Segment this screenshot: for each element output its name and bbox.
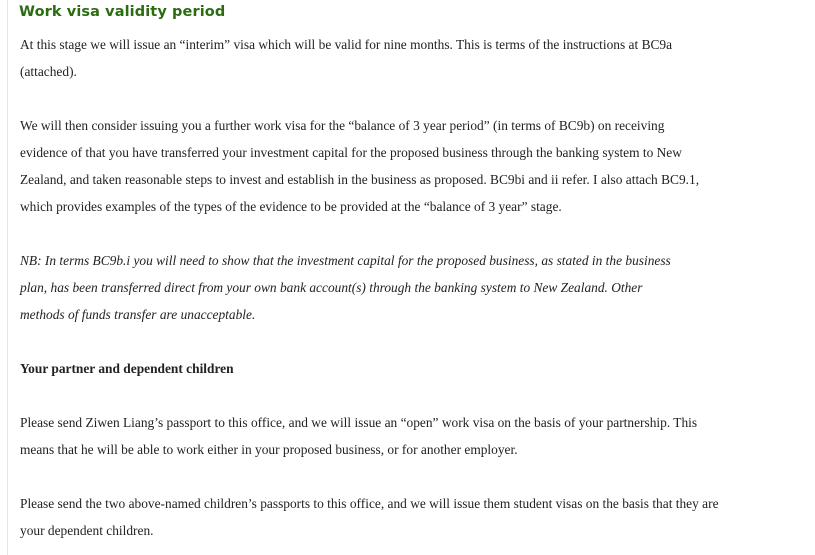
paragraph-line: means that he will be able to work either in your proposed business, or for another employer.: [20, 442, 518, 457]
paragraph-line: Please send Ziwen Liang’s passport to this office, and we will issue an “open” work visa on the basis of your partnership. This: [20, 415, 698, 430]
children-visa-paragraph: [20, 490, 719, 544]
paragraph-line: At this stage we will issue an “interim” visa which will be valid for nine months. This is terms of the instructions at BC9a: [20, 37, 673, 52]
section-title: Work visa validity period: [19, 4, 226, 20]
partner-visa-paragraph: [20, 409, 697, 463]
partner-children-heading: Your partner and dependent children: [20, 361, 234, 376]
paragraph-line: plan, has been transferred direct from your own bank account(s) through the banking system to New Zealand. Other: [20, 280, 643, 295]
paragraph-line: which provides examples of the types of the evidence to be provided at the “balance of 3 year” stage.: [20, 199, 562, 214]
paragraph-line: We will then consider issuing you a further work visa for the “balance of 3 year period” (in terms of BC9b) on receiving: [20, 118, 665, 133]
paragraph-line: evidence of that you have transferred your investment capital for the proposed business through the banking system to New: [20, 145, 682, 160]
paragraph-line: (attached).: [20, 64, 77, 79]
paragraph-line: methods of funds transfer are unacceptable.: [20, 307, 256, 322]
paragraph-line: your dependent children.: [20, 523, 154, 538]
paragraph-line: Please send the two above-named children’s passports to this office, and we will issue them student visas on the basis that they are: [20, 496, 719, 511]
paragraph-line: Zealand, and taken reasonable steps to invest and establish in the business as proposed. BC9bi and ii refer. I also attach BC9.1,: [20, 172, 700, 187]
paragraph-line: NB: In terms BC9b.i you will need to show that the investment capital for the proposed business, as stated in the business: [20, 253, 671, 268]
investment-capital-note: [20, 247, 671, 328]
further-visa-paragraph: [20, 112, 699, 220]
interim-visa-paragraph: [20, 31, 672, 85]
